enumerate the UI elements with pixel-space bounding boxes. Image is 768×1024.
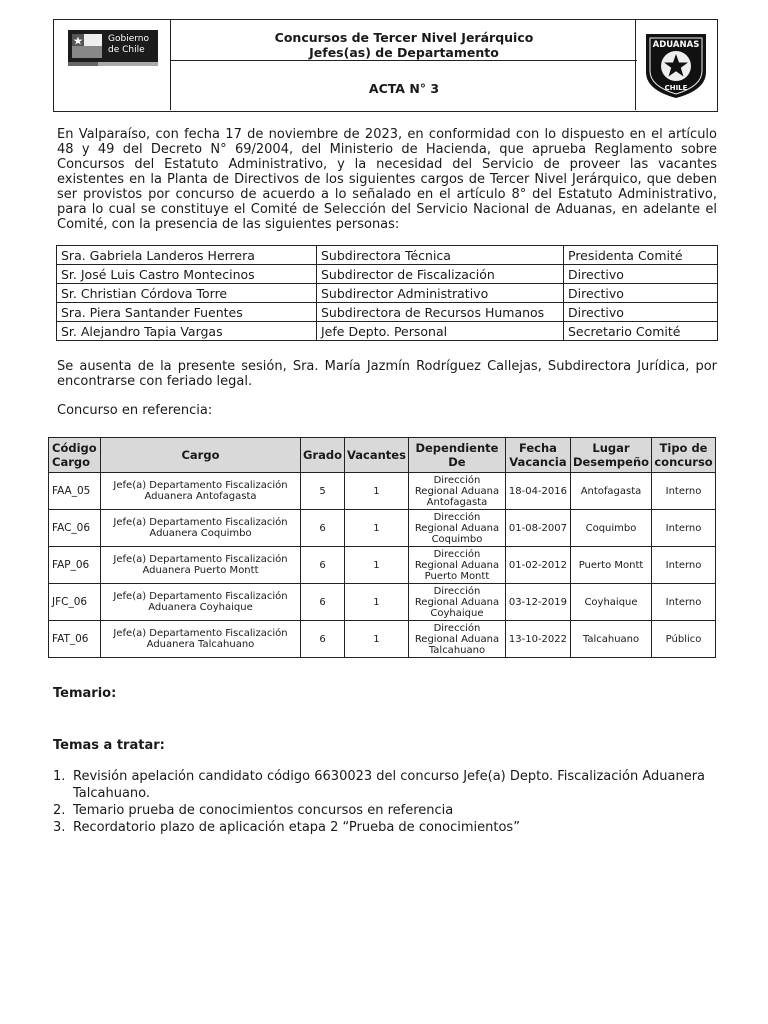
contest-vacantes: 1 <box>345 547 409 584</box>
member-position: Subdirectora de Recursos Humanos <box>317 303 564 322</box>
contest-tipo: Interno <box>652 547 716 584</box>
member-role: Directivo <box>564 284 718 303</box>
acta-number: ACTA N° 3 <box>368 81 440 96</box>
dep-line: Regional Aduana <box>414 596 500 608</box>
temario-heading: Temario: <box>53 686 117 701</box>
contest-cargo <box>101 510 301 547</box>
header-divider <box>171 60 637 61</box>
aduanas-badge-icon <box>642 28 710 100</box>
cargo-line: Jefe(a) Departamento Fiscalización <box>113 480 288 491</box>
aduanas-logo-cell <box>635 20 717 110</box>
header-lugar-desempeno <box>570 438 651 473</box>
member-name: Sra. Gabriela Landeros Herrera <box>57 246 317 265</box>
contest-lugar: Talcahuano <box>570 621 651 658</box>
contest-dependiente <box>408 547 505 584</box>
header-text: Fecha <box>518 441 557 455</box>
table-row <box>49 473 716 510</box>
contest-vacantes: 1 <box>345 510 409 547</box>
cargo-line: Aduanera Talcahuano <box>146 639 255 650</box>
dep-line: Coyhaique <box>430 607 484 619</box>
contest-grado: 5 <box>301 473 345 510</box>
cargo-line: Jefe(a) Departamento Fiscalización <box>113 591 288 602</box>
gobierno-de-chile-logo <box>68 30 158 62</box>
contest-fecha: 18-04-2016 <box>505 473 570 510</box>
header-text: Cargo <box>52 455 91 469</box>
header-text: Código <box>52 441 97 455</box>
item-number: 1. <box>53 769 66 784</box>
member-position: Subdirector Administrativo <box>317 284 564 303</box>
item-number: 3. <box>53 820 66 835</box>
absence-paragraph: Se ausenta de la presente sesión, Sra. María Jazmín Rodríguez Callejas, Subdirectora Jurídica, por encontrarse con feriado legal. <box>57 359 717 389</box>
header-text: concurso <box>654 455 713 469</box>
table-row <box>57 303 718 322</box>
table-row <box>49 584 716 621</box>
dep-line: Dirección <box>433 622 481 634</box>
header-title-line2: Jefes(as) de Departamento <box>309 45 499 60</box>
header-text: Lugar <box>592 441 630 455</box>
dep-line: Dirección <box>433 585 481 597</box>
table-row <box>57 284 718 303</box>
list-item <box>53 819 718 836</box>
badge-bottom-text: CHILE <box>664 84 688 92</box>
member-name: Sr. Christian Córdova Torre <box>57 284 317 303</box>
header-codigo-cargo <box>49 438 101 473</box>
header-text: Tipo de <box>659 441 708 455</box>
table-row <box>57 246 718 265</box>
member-name: Sr. José Luis Castro Montecinos <box>57 265 317 284</box>
contest-tipo: Público <box>652 621 716 658</box>
header-dependiente <box>408 438 505 473</box>
contest-fecha: 03-12-2019 <box>505 584 570 621</box>
contest-tipo: Interno <box>652 584 716 621</box>
dep-line: Regional Aduana <box>414 485 500 497</box>
chile-flag-icon <box>72 34 102 58</box>
header-vacantes: Vacantes <box>345 438 409 473</box>
header-title-cell <box>171 20 637 110</box>
contest-cargo <box>101 621 301 658</box>
contest-cargo <box>101 473 301 510</box>
temas-heading: Temas a tratar: <box>53 738 165 753</box>
cargo-line: Jefe(a) Departamento Fiscalización <box>113 554 288 565</box>
contest-cargo <box>101 584 301 621</box>
dep-line: Coquimbo <box>431 533 483 545</box>
item-text: Revisión apelación candidato código 6630023 del concurso Jefe(a) Depto. Fiscalización Aduanera Talcahuano. <box>73 769 706 801</box>
intro-paragraph: En Valparaíso, con fecha 17 de noviembre de 2023, en conformidad con lo dispuesto en el artículo 48 y 49 del Decreto N° 69/2004, del Ministerio de Hacienda, que aprueba Reglamento sobre Concursos del Estatuto Administrativo, y la necesidad del Servicio de proveer las vacantes existentes en la Planta de Directivos de los siguientes cargos de Tercer Nivel Jerárquico, que deben ser provistos por concurso de acuerdo a lo señalado en el artículo 8° del Estatuto Administrativo, para lo cual se constituye el Comité de Selección del Servicio Nacional de Aduanas, en adelante el Comité, con la presencia de las siguientes personas: <box>57 127 717 232</box>
cargo-line: Jefe(a) Departamento Fiscalización <box>113 517 288 528</box>
contests-table <box>48 437 716 658</box>
contest-code: FAA_05 <box>49 473 101 510</box>
header-tipo-concurso <box>652 438 716 473</box>
concurso-label: Concurso en referencia: <box>57 403 213 418</box>
member-name: Sr. Alejandro Tapia Vargas <box>57 322 317 341</box>
contest-tipo: Interno <box>652 473 716 510</box>
dep-line: Regional Aduana <box>414 633 500 645</box>
temas-list <box>53 768 718 836</box>
cargo-line: Aduanera Coquimbo <box>149 528 252 539</box>
gobierno-logo-line2: de Chile <box>108 45 145 55</box>
cargo-line: Aduanera Coyhaique <box>148 602 253 613</box>
contest-code: FAP_06 <box>49 547 101 584</box>
contest-code: FAC_06 <box>49 510 101 547</box>
member-role: Directivo <box>564 303 718 322</box>
item-number: 2. <box>53 803 66 818</box>
dep-line: Puerto Montt <box>424 570 490 582</box>
committee-members-table <box>56 245 718 341</box>
contest-lugar: Puerto Montt <box>570 547 651 584</box>
member-role: Presidenta Comité <box>564 246 718 265</box>
dep-line: Talcahuano <box>428 644 486 656</box>
table-row <box>49 621 716 658</box>
header-text: Dependiente <box>415 441 499 455</box>
header-cargo: Cargo <box>101 438 301 473</box>
item-text: Temario prueba de conocimientos concursos en referencia <box>73 803 454 818</box>
contest-vacantes: 1 <box>345 473 409 510</box>
dep-line: Dirección <box>433 511 481 523</box>
list-item <box>53 802 718 819</box>
contest-tipo: Interno <box>652 510 716 547</box>
contest-lugar: Coyhaique <box>570 584 651 621</box>
dep-line: Regional Aduana <box>414 559 500 571</box>
contest-lugar: Antofagasta <box>570 473 651 510</box>
header-fecha-vacancia <box>505 438 570 473</box>
badge-top-text: ADUANAS <box>652 40 700 50</box>
document-header <box>53 19 718 112</box>
header-text: De <box>448 455 466 469</box>
gobierno-logo-text <box>108 34 149 56</box>
member-role: Directivo <box>564 265 718 284</box>
contest-dependiente <box>408 510 505 547</box>
contest-lugar: Coquimbo <box>570 510 651 547</box>
table-row <box>57 265 718 284</box>
contest-fecha: 01-08-2007 <box>505 510 570 547</box>
contest-fecha: 13-10-2022 <box>505 621 570 658</box>
cargo-line: Aduanera Puerto Montt <box>142 565 259 576</box>
member-position: Jefe Depto. Personal <box>317 322 564 341</box>
contest-fecha: 01-02-2012 <box>505 547 570 584</box>
contest-dependiente <box>408 473 505 510</box>
gobierno-logo-line1: Gobierno <box>108 34 149 44</box>
cargo-line: Jefe(a) Departamento Fiscalización <box>113 628 288 639</box>
table-row <box>49 510 716 547</box>
contest-grado: 6 <box>301 584 345 621</box>
list-item <box>53 768 718 802</box>
header-title-line1: Concursos de Tercer Nivel Jerárquico <box>274 30 534 45</box>
contest-grado: 6 <box>301 510 345 547</box>
contest-dependiente <box>408 584 505 621</box>
contest-code: FAT_06 <box>49 621 101 658</box>
dep-line: Dirección <box>433 548 481 560</box>
member-position: Subdirectora Técnica <box>317 246 564 265</box>
member-name: Sra. Piera Santander Fuentes <box>57 303 317 322</box>
member-position: Subdirector de Fiscalización <box>317 265 564 284</box>
cargo-line: Aduanera Antofagasta <box>144 491 257 502</box>
header-text: Vacancia <box>509 455 567 469</box>
contest-cargo <box>101 547 301 584</box>
table-row <box>49 547 716 584</box>
gobierno-logo-cell <box>54 20 171 110</box>
contest-vacantes: 1 <box>345 621 409 658</box>
contest-grado: 6 <box>301 621 345 658</box>
item-text: Recordatorio plazo de aplicación etapa 2 “Prueba de conocimientos” <box>73 820 520 835</box>
contest-code: JFC_06 <box>49 584 101 621</box>
header-text: Desempeño <box>572 455 650 469</box>
dep-line: Dirección <box>433 474 481 486</box>
contest-grado: 6 <box>301 547 345 584</box>
contest-vacantes: 1 <box>345 584 409 621</box>
dep-line: Antofagasta <box>426 496 488 508</box>
table-row <box>57 322 718 341</box>
dep-line: Regional Aduana <box>414 522 500 534</box>
table-header-row <box>49 438 716 473</box>
gobierno-logo-bar <box>68 62 158 66</box>
member-role: Secretario Comité <box>564 322 718 341</box>
header-grado: Grado <box>301 438 345 473</box>
contest-dependiente <box>408 621 505 658</box>
